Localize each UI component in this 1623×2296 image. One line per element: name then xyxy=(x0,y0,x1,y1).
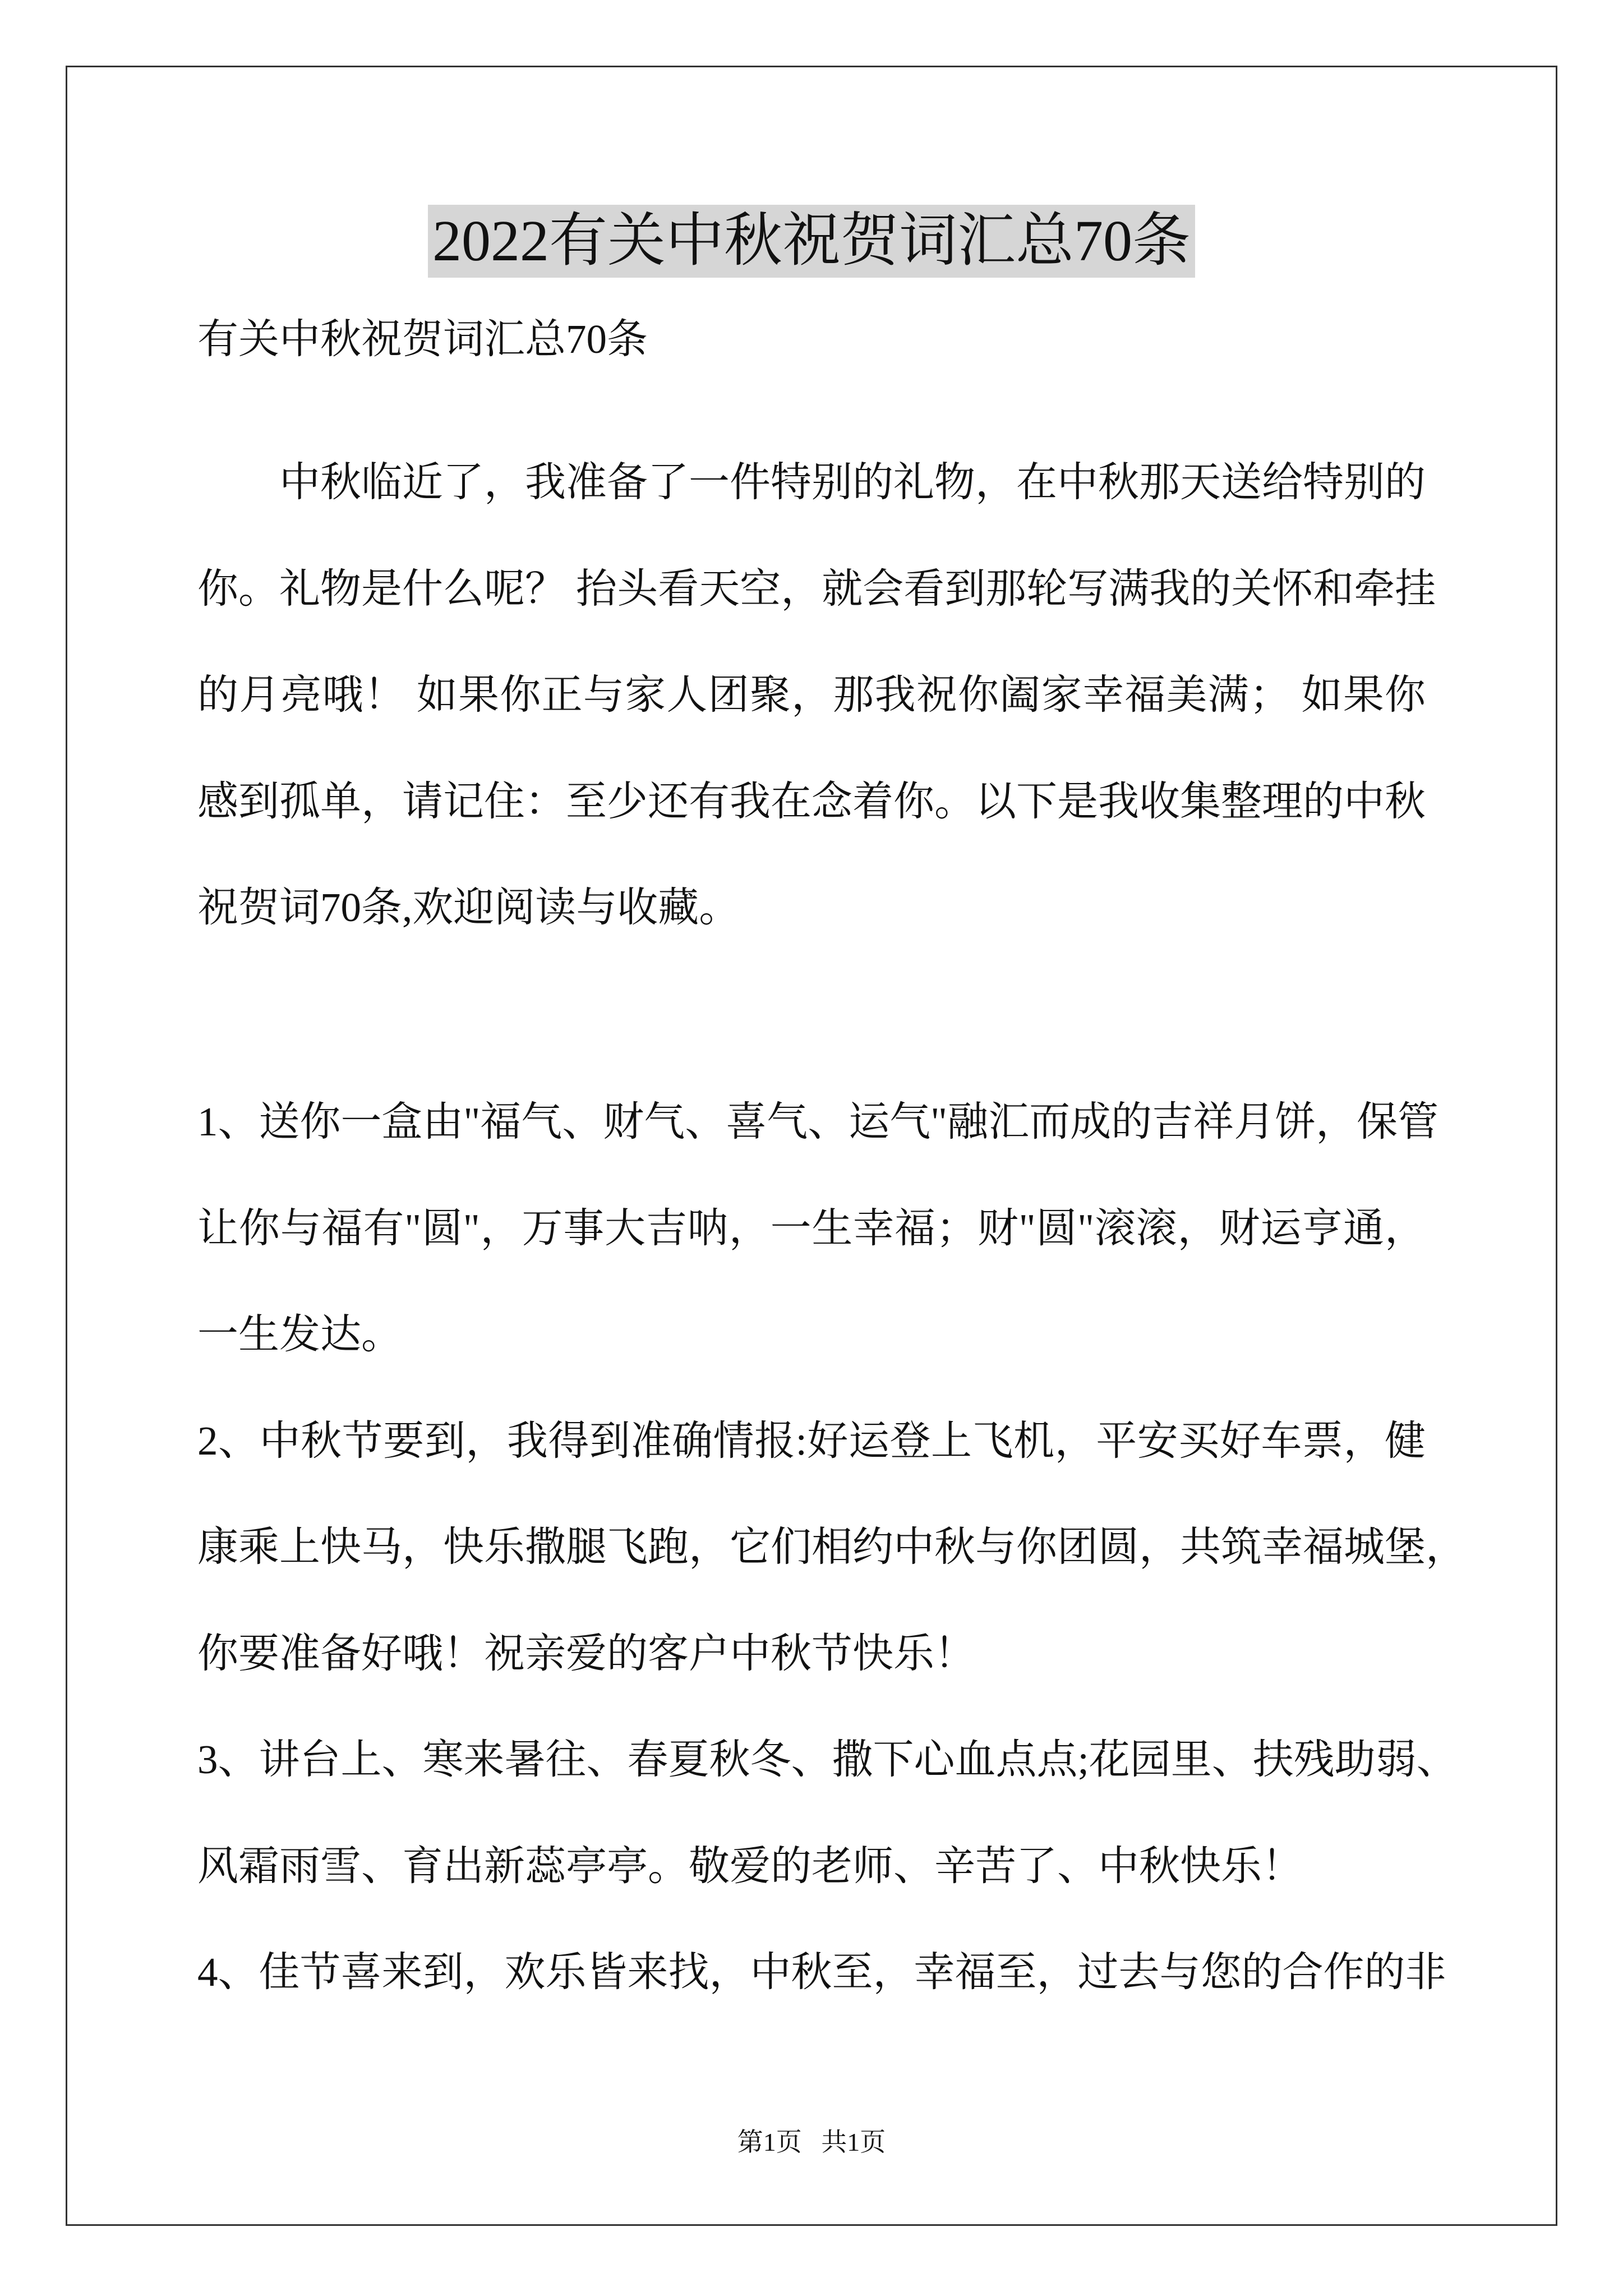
item-1-line: 让你与福有"圆"，万事大吉呐，一生幸福；财"圆"滚滚，财运亨通， xyxy=(197,1205,1426,1251)
document-subtitle: 有关中秋祝贺词汇总70条 xyxy=(197,316,648,362)
item-3-line: 3、讲台上、寒来暑往、春夏秋冬、撒下心血点点;花园里、扶残助弱、 xyxy=(197,1737,1458,1782)
document-title: 2022有关中秋祝贺词汇总70条 xyxy=(428,205,1195,278)
intro-line: 感到孤单，请记住：至少还有我在念着你。以下是我收集整理的中秋 xyxy=(197,779,1426,824)
item-4-line: 4、佳节喜来到，欢乐皆来找，中秋至，幸福至，过去与您的合作的非 xyxy=(197,1949,1446,1995)
intro-line: 祝贺词70条,欢迎阅读与收藏。 xyxy=(197,885,740,930)
item-1-line: 1、送你一盒由"福气、财气、喜气、运气"融汇而成的吉祥月饼，保管 xyxy=(197,1099,1439,1144)
item-3-line: 风霜雨雪、育出新蕊亭亭。敬爱的老师、辛苦了、中秋快乐！ xyxy=(197,1843,1303,1889)
page-footer: 第1页 共1页 xyxy=(737,2128,886,2156)
title-container xyxy=(0,205,1623,278)
item-2-line: 2、中秋节要到，我得到准确情报:好运登上飞机，平安买好车票，健 xyxy=(197,1418,1426,1464)
intro-line: 中秋临近了，我准备了一件特别的礼物，在中秋那天送给特别的 xyxy=(279,459,1426,505)
intro-line: 的月亮哦！ 如果你正与家人团聚，那我祝你阖家幸福美满； 如果你 xyxy=(197,672,1426,717)
item-2-line: 康乘上快马，快乐撒腿飞跑，它们相约中秋与你团圆，共筑幸福城堡， xyxy=(197,1524,1467,1570)
item-2-line: 你要准备好哦！祝亲爱的客户中秋节快乐！ xyxy=(197,1631,975,1676)
intro-line: 你。礼物是什么呢？ 抬头看天空，就会看到那轮写满我的关怀和牵挂 xyxy=(197,566,1436,611)
item-1-line: 一生发达。 xyxy=(197,1312,402,1357)
